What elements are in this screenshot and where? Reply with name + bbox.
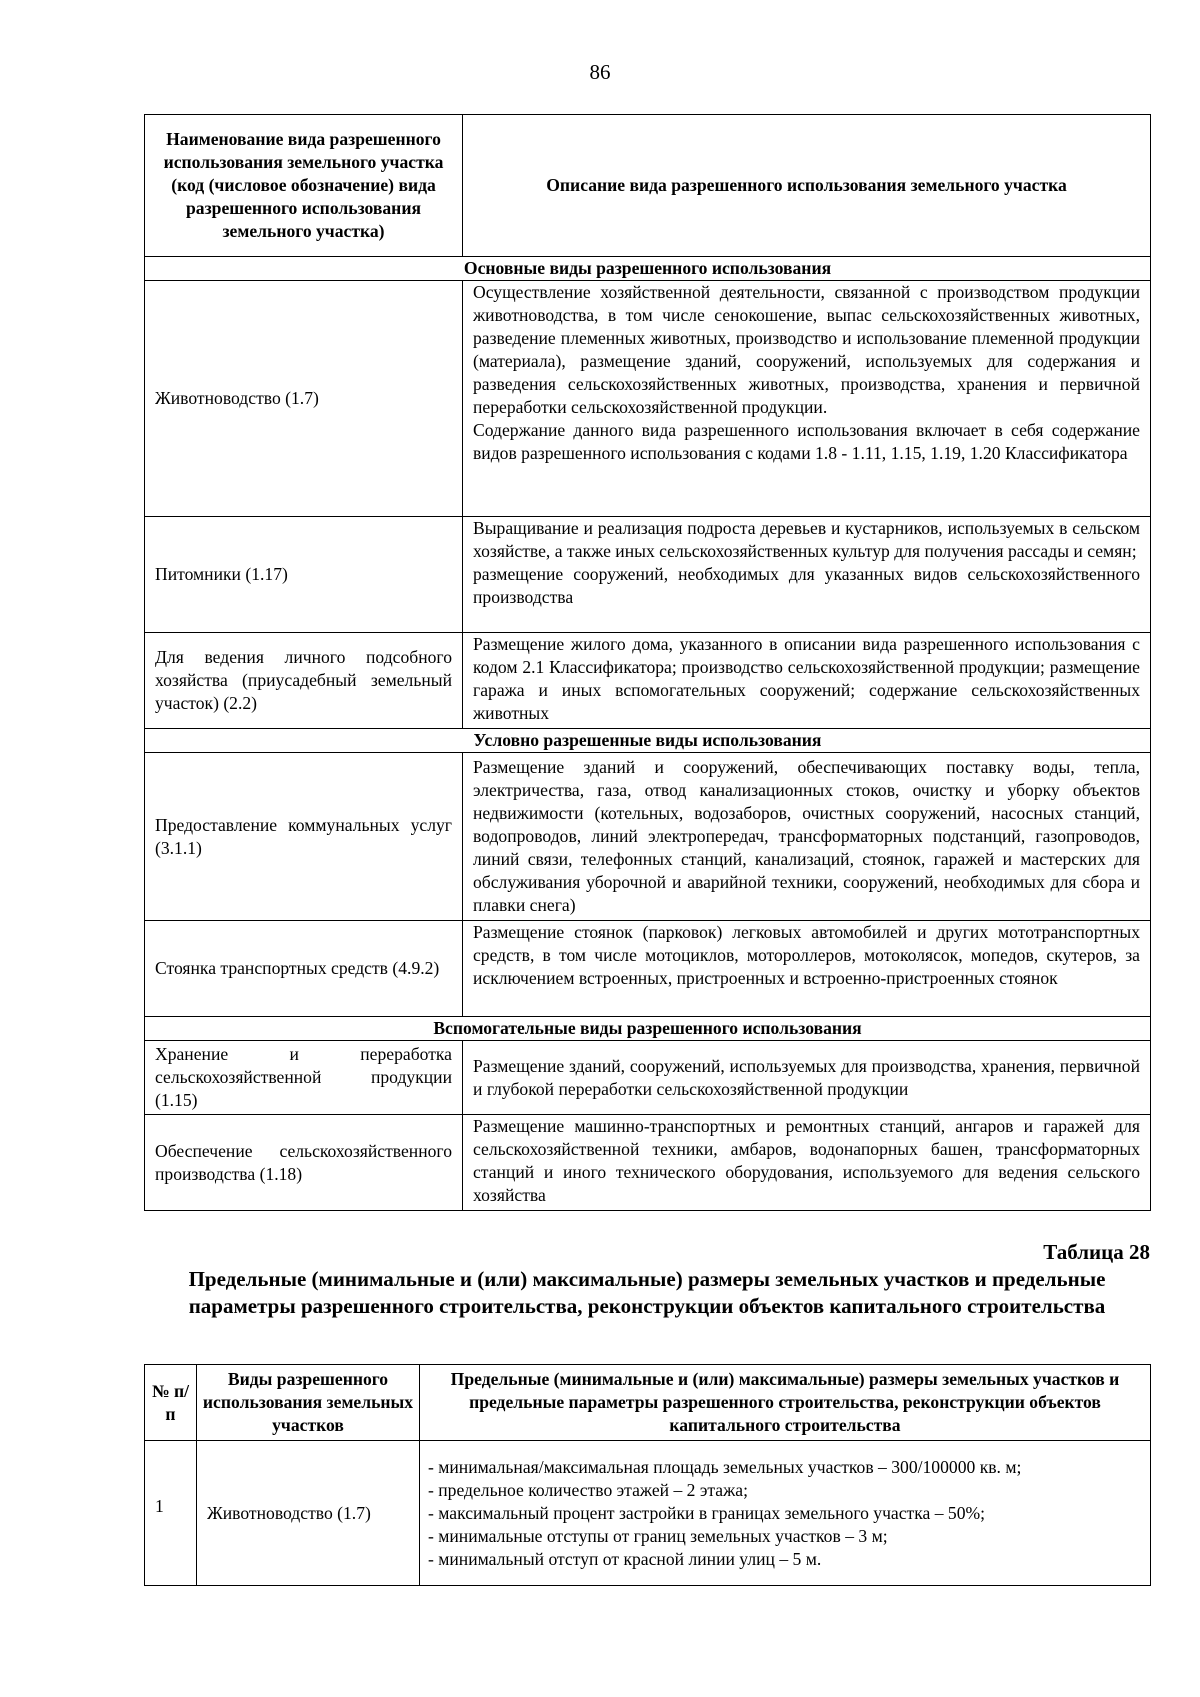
land-use-description xyxy=(463,517,1151,633)
section-row xyxy=(145,1017,1151,1041)
table-row xyxy=(145,1115,1151,1211)
description-paragraph: размещение сооружений, необходимых для указанных видов сельскохозяйственного производства xyxy=(473,564,1140,607)
table-row xyxy=(145,1041,1151,1115)
header-description-column: Описание вида разрешенного использования земельного участка xyxy=(463,115,1151,257)
land-use-name: Для ведения личного подсобного хозяйства (приусадебный земельный участок) (2.2) xyxy=(145,633,463,729)
table-row xyxy=(145,753,1151,921)
header-name-column: Наименование вида разрешенного использования земельного участка (код (числовое обозначение) вида разрешенного использования земельного участка) xyxy=(145,115,463,257)
table-row xyxy=(145,517,1151,633)
land-plot-limits-table xyxy=(144,1364,1151,1586)
section-row xyxy=(145,729,1151,753)
row-number: 1 xyxy=(145,1441,197,1586)
description-paragraph: Размещение зданий и сооружений, обеспечивающих поставку воды, тепла, электричества, газа, отвод канализационных стоков, очистку и уборку объектов недвижимости (котельных, водозаборов, очистных сооружений, насосных станций, водопроводов, линий электропередач, трансформаторных подстанций, газопроводов, линий связи, телефонных станций, канализаций, стоянок, гаражей и мастерских для обслуживания уборочной и аварийной техники, сооружений, необходимых для сбора и плавки снега) xyxy=(473,757,1140,915)
table-title: Предельные (минимальные и (или) максимальные) размеры земельных участков и предельные параметры разрешенного строительства, реконструкции объектов капитального строительства xyxy=(188,1267,1106,1318)
section-row xyxy=(145,257,1151,281)
row-land-use-type: Животноводство (1.7) xyxy=(197,1441,420,1586)
table-header-row xyxy=(145,115,1151,257)
row-limits xyxy=(420,1441,1151,1586)
description-paragraph: Размещение стоянок (парковок) легковых автомобилей и других мототранспортных средств, в том числе мотоциклов, мотороллеров, мотоколясок, мопедов, скутеров, за исключением встроенных, пристроенных и встроенно-пристроенных стоянок xyxy=(473,922,1140,988)
table-label: Таблица 28 xyxy=(1043,1240,1150,1264)
description-paragraph: Содержание данного вида разрешенного использования включает в себя содержание видов разрешенного использования с кодами 1.8 - 1.11, 1.15, 1.19, 1.20 Классификатора xyxy=(473,420,1140,463)
land-use-name: Стоянка транспортных средств (4.9.2) xyxy=(145,921,463,1017)
page-number: 86 xyxy=(589,60,611,84)
description-paragraph: Размещение зданий, сооружений, используемых для производства, хранения, первичной и глубокой переработки сельскохозяйственной продукции xyxy=(473,1055,1140,1099)
table-header-row xyxy=(145,1365,1151,1441)
limit-item: - минимальный отступ от красной линии улиц – 5 м. xyxy=(428,1548,822,1569)
description-paragraph: Осуществление хозяйственной деятельности, связанной с производством продукции животноводства, в том числе сенокошение, выпас сельскохозяйственных животных, разведение племенных животных, производство и использование племенной продукции (материала), размещение зданий, сооружений, используемых для содержания и разведения сельскохозяйственных животных, производства, хранения и первичной переработки сельскохозяйственной продукции. xyxy=(473,282,1140,417)
table-row xyxy=(145,633,1151,729)
section-title-auxiliary: Вспомогательные виды разрешенного использования xyxy=(145,1017,1151,1041)
header-land-use-type: Виды разрешенного использования земельных участков xyxy=(197,1365,420,1441)
land-use-types-table xyxy=(144,114,1151,1211)
land-use-description xyxy=(463,1115,1151,1211)
table-row xyxy=(145,1441,1151,1586)
limit-item: - минимальная/максимальная площадь земельных участков – 300/100000 кв. м; xyxy=(428,1456,1022,1477)
description-paragraph: Размещение машинно-транспортных и ремонтных станций, ангаров и гаражей для сельскохозяйственной техники, амбаров, водонапорных башен, трансформаторных станций и иного технического оборудования, используемого для ведения сельского хозяйства xyxy=(473,1116,1140,1205)
limit-item: - максимальный процент застройки в границах земельного участка – 50%; xyxy=(428,1502,986,1523)
description-paragraph: Размещение жилого дома, указанного в описании вида разрешенного использования с кодом 2.1 Классификатора; производство сельскохозяйственной продукции; размещение гаража и иных вспомогательных сооружений; содержание сельскохозяйственных животных xyxy=(473,634,1140,723)
land-use-description xyxy=(463,281,1151,517)
section-title-conditional: Условно разрешенные виды использования xyxy=(145,729,1151,753)
land-use-description xyxy=(463,753,1151,921)
table-row xyxy=(145,281,1151,517)
section-title-main: Основные виды разрешенного использования xyxy=(145,257,1151,281)
land-use-name: Хранение и переработка сельскохозяйственной продукции (1.15) xyxy=(145,1041,463,1115)
land-use-description xyxy=(463,921,1151,1017)
land-use-description xyxy=(463,633,1151,729)
land-use-name: Питомники (1.17) xyxy=(145,517,463,633)
limit-item: - минимальные отступы от границ земельных участков – 3 м; xyxy=(428,1525,888,1546)
land-use-name: Обеспечение сельскохозяйственного производства (1.18) xyxy=(145,1115,463,1211)
header-limits: Предельные (минимальные и (или) максимальные) размеры земельных участков и предельные параметры разрешенного строительства, реконструкции объектов капитального строительства xyxy=(420,1365,1151,1441)
land-use-description xyxy=(463,1041,1151,1115)
land-use-name: Животноводство (1.7) xyxy=(145,281,463,517)
limit-item: - предельное количество этажей – 2 этажа; xyxy=(428,1479,748,1500)
table-row xyxy=(145,921,1151,1017)
description-paragraph: Выращивание и реализация подроста деревьев и кустарников, используемых в сельском хозяйстве, а также иных сельскохозяйственных культур для получения рассады и семян; xyxy=(473,518,1140,561)
header-number: № п/п xyxy=(145,1365,197,1441)
land-use-name: Предоставление коммунальных услуг (3.1.1) xyxy=(145,753,463,921)
